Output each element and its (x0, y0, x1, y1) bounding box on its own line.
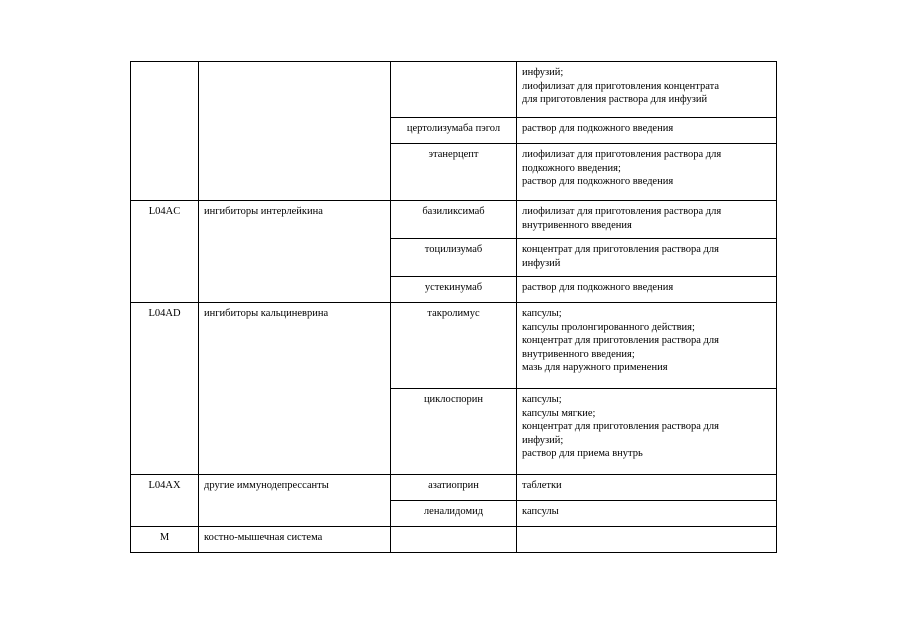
dosage-form-cell (517, 201, 777, 239)
dosage-form-line: капсулы (522, 506, 559, 517)
atc-code-cell: L04AC (131, 201, 199, 303)
drug-name-cell: такролимус (391, 303, 517, 389)
dosage-form-cell (517, 239, 777, 277)
dosage-form-line: инфузий; (522, 434, 564, 446)
group-name-cell: ингибиторы интерлейкина (199, 201, 391, 303)
atc-code-cell (131, 62, 199, 201)
dosage-form-line: капсулы пролонгированного действия; (522, 321, 695, 333)
atc-code-cell: M (131, 527, 199, 553)
dosage-form-cell (517, 118, 777, 144)
table-row (131, 303, 777, 389)
dosage-form-line: концентрат для приготовления раствора для (522, 244, 719, 255)
dosage-form-line: капсулы; (522, 308, 562, 319)
drug-name-cell: циклоспорин (391, 389, 517, 475)
drug-name-cell: азатиоприн (391, 475, 517, 501)
drug-name-cell (391, 527, 517, 553)
dosage-form-line: подкожного введения; (522, 162, 621, 174)
drug-classification-table (130, 61, 777, 553)
table-row (131, 475, 777, 501)
group-name-cell: другие иммунодепрессанты (199, 475, 391, 527)
dosage-form-cell (517, 303, 777, 389)
dosage-form-line: для приготовления раствора для инфузий (522, 94, 708, 106)
dosage-form-cell (517, 62, 777, 118)
drug-name-cell: леналидомид (391, 501, 517, 527)
group-name-cell (199, 62, 391, 201)
dosage-form-cell (517, 475, 777, 501)
dosage-form-cell (517, 389, 777, 475)
dosage-form-line: лиофилизат для приготовления концентрата (522, 80, 720, 92)
dosage-form-cell (517, 527, 777, 553)
dosage-form-line: внутривенного введения; (522, 348, 635, 360)
dosage-form-line: таблетки (522, 480, 562, 491)
dosage-form-line: раствор для приема внутрь (522, 448, 643, 460)
dosage-form-cell (517, 277, 777, 303)
group-name-cell: ингибиторы кальциневрина (199, 303, 391, 475)
table-body (131, 62, 777, 553)
dosage-form-line: инфузий; (522, 67, 564, 78)
dosage-form-line: лиофилизат для приготовления раствора для (522, 206, 722, 217)
drug-name-cell: устекинумаб (391, 277, 517, 303)
dosage-form-line: концентрат для приготовления раствора для (522, 421, 719, 433)
dosage-form-line: лиофилизат для приготовления раствора для (522, 149, 722, 160)
table-row (131, 201, 777, 239)
dosage-form-line: мазь для наружного применения (522, 362, 668, 374)
drug-name-cell (391, 62, 517, 118)
drug-name-cell: цертолизумаба пэгол (391, 118, 517, 144)
drug-name-cell: тоцилизумаб (391, 239, 517, 277)
dosage-form-line: внутривенного введения (522, 219, 632, 231)
dosage-form-line: капсулы; (522, 394, 562, 405)
dosage-form-line: концентрат для приготовления раствора для (522, 335, 719, 347)
table-row (131, 62, 777, 118)
group-name-cell: костно-мышечная система (199, 527, 391, 553)
dosage-form-line: раствор для подкожного введения (522, 176, 674, 188)
drug-name-cell: этанерцепт (391, 144, 517, 201)
atc-code-cell: L04AX (131, 475, 199, 527)
dosage-form-line: раствор для подкожного введения (522, 123, 674, 134)
dosage-form-line: инфузий (522, 257, 561, 269)
atc-code-cell: L04AD (131, 303, 199, 475)
dosage-form-cell (517, 144, 777, 201)
dosage-form-cell (517, 501, 777, 527)
table-row (131, 527, 777, 553)
drug-name-cell: базиликсимаб (391, 201, 517, 239)
dosage-form-line: раствор для подкожного введения (522, 282, 674, 293)
dosage-form-line: капсулы мягкие; (522, 407, 596, 419)
